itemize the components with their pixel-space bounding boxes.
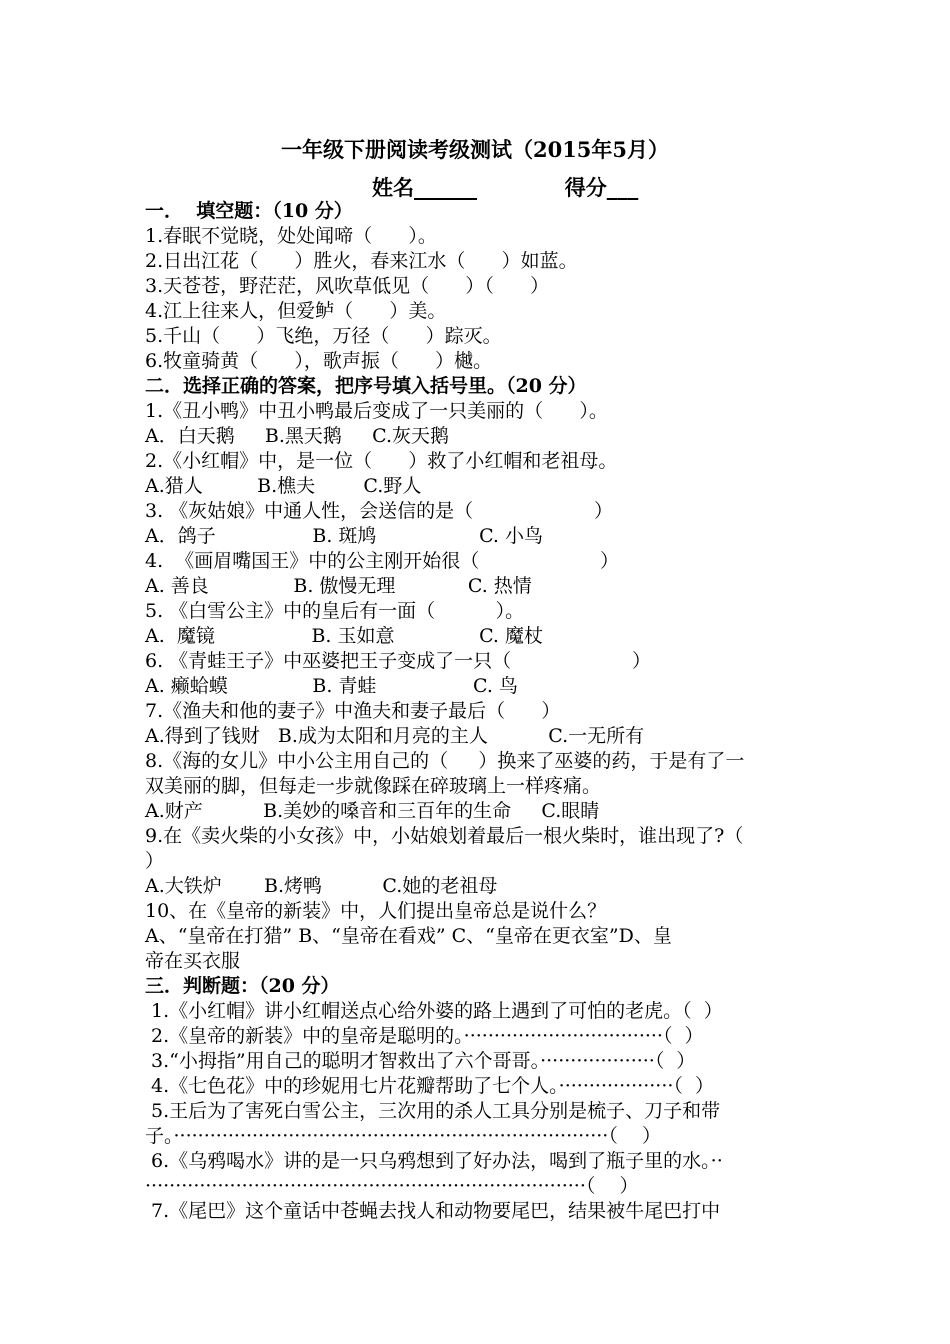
choice-question: 8.《海的女儿》中小公主用自己的（ ）换来了巫婆的药，于是有了一 xyxy=(145,750,745,772)
choice-options: A．白天鹅 B.黑天鹅 C.灰天鹅 xyxy=(145,425,450,447)
choice-question: 7.《渔夫和他的妻子》中渔夫和妻子最后（ ） xyxy=(145,700,561,722)
choice-options: A.大铁炉 B.烤鸭 C.她的老祖母 xyxy=(145,875,498,897)
judge-item: 4.《七色花》中的珍妮用七片花瓣帮助了七个人。···················（ ） xyxy=(145,1075,714,1097)
fill-item: 3.天苍苍，野茫茫，风吹草低见（ ）（ ） xyxy=(145,275,550,297)
choice-options: A. 癞蛤蟆 B. 青蛙 C. 鸟 xyxy=(145,675,518,697)
judge-item: 5.王后为了害死白雪公主，三次用的杀人工具分别是梳子、刀子和带 xyxy=(145,1100,721,1122)
fill-item: 4.江上往来人，但爱鲈（ ）美。 xyxy=(145,300,447,322)
choice-question: 9.在《卖火柴的小女孩》中，小姑娘划着最后一根火柴时，谁出现了?（ xyxy=(145,825,744,847)
choice-question-cont: ） xyxy=(145,850,165,872)
choice-question: 3. 《灰姑娘》中通人性，会送信的是（ ） xyxy=(145,500,613,522)
choice-question: 4. 《画眉嘴国王》中的公主刚开始很（ ） xyxy=(145,550,619,572)
choice-question: 2.《小红帽》中，是一位（ ）救了小红帽和老祖母。 xyxy=(145,450,618,472)
section3-heading: 三．判断题：（20 分） xyxy=(145,975,340,997)
fill-item: 6.牧童骑黄（ ），歌声振（ ）樾。 xyxy=(145,350,493,372)
judge-item: 3.“小拇指”用自己的聪明才智救出了六个哥哥。···················（ ） xyxy=(145,1050,696,1072)
choice-question: 1.《丑小鸭》中丑小鸭最后变成了一只美丽的（ ）。 xyxy=(145,400,608,422)
choice-question-cont: 双美丽的脚，但每走一步就像踩在碎玻璃上一样疼痛。 xyxy=(145,775,602,797)
fill-item: 1.春眠不觉晓，处处闻啼（ ）。 xyxy=(145,225,437,247)
fill-item: 5.千山（ ）飞绝，万径（ ）踪灭。 xyxy=(145,325,502,347)
choice-options-cont: 帝在买衣服 xyxy=(145,950,241,972)
choice-options: A. 魔镜 B. 玉如意 C. 魔杖 xyxy=(145,625,544,647)
choice-options: A、“皇帝在打猎” B、“皇帝在看戏” C、“皇帝在更衣室”D、皇 xyxy=(145,925,672,947)
choice-options: A．鸽子 B. 斑鸠 C. 小鸟 xyxy=(145,525,544,547)
judge-item: 2.《皇帝的新装》中的皇帝是聪明的。·································（ ） xyxy=(145,1025,704,1047)
fill-item: 2.日出江花（ ）胜火，春来江水（ ）如蓝。 xyxy=(145,250,578,272)
choice-options: A.得到了钱财 B.成为太阳和月亮的主人 C.一无所有 xyxy=(145,725,645,747)
judge-item: 7.《尾巴》这个童话中苍蝇去找人和动物要尾巴，结果被牛尾巴打中 xyxy=(145,1200,721,1222)
judge-item: 1.《小红帽》讲小红帽送点心给外婆的路上遇到了可怕的老虎。（ ） xyxy=(145,1000,723,1022)
choice-options: A.猎人 B.樵夫 C.野人 xyxy=(145,475,422,497)
judge-item-cont: ·········································································（ ） xyxy=(145,1175,639,1197)
choice-question: 10、在《皇帝的新装》中，人们提出皇帝总是说什么？ xyxy=(145,900,607,922)
choice-options: A. 善良 B. 傲慢无理 C. 热情 xyxy=(145,575,532,597)
name-score-line: 姓名______ 得分___ xyxy=(372,175,639,200)
page-title: 一年级下册阅读考级测试（2015年5月） xyxy=(280,137,670,162)
choice-options: A.财产 B.美妙的嗓音和三百年的生命 C.眼睛 xyxy=(145,800,600,822)
section2-heading: 二．选择正确的答案，把序号填入括号里。（20 分） xyxy=(145,375,587,397)
section1-heading: 一． 填空题：（10 分） xyxy=(145,200,353,222)
judge-item-cont: 子。········································································（ ） xyxy=(145,1125,662,1147)
choice-question: 6. 《青蛙王子》中巫婆把王子变成了一只（ ） xyxy=(145,650,651,672)
choice-question: 5. 《白雪公主》中的皇后有一面（ ）。 xyxy=(145,600,525,622)
judge-item: 6.《乌鸦喝水》讲的是一只乌鸦想到了好办法，喝到了瓶子里的水。·· xyxy=(145,1150,723,1172)
